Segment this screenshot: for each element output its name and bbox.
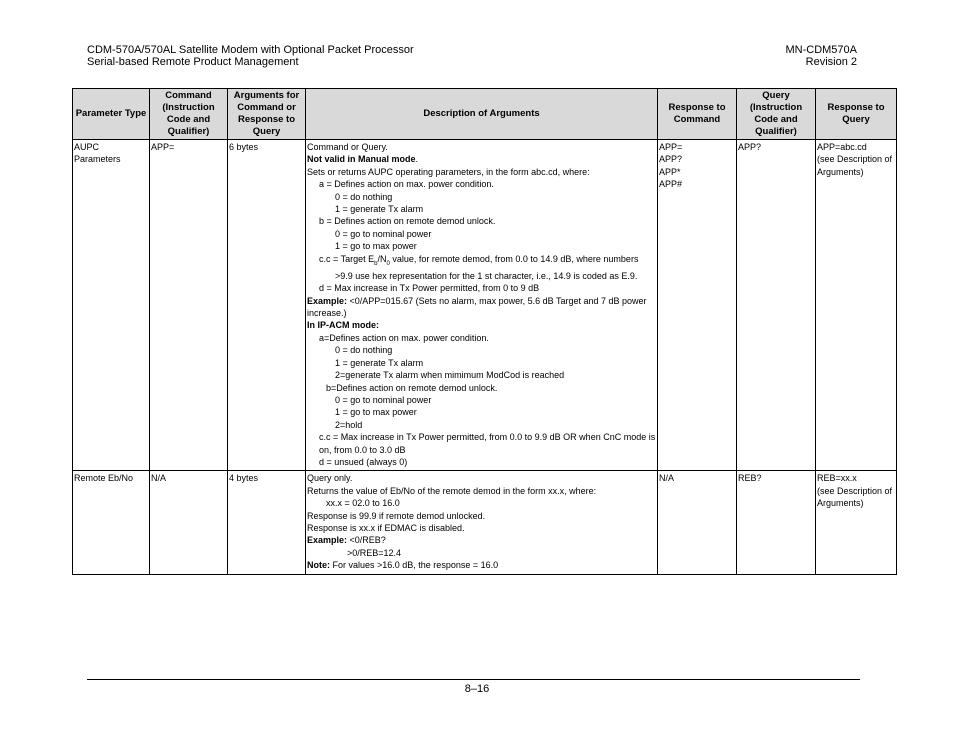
document-header-left [87,44,414,68]
parameter-type-cell: AUPC Parameters [73,140,150,471]
description-line: 1 = generate Tx alarm [335,357,424,368]
document-title: CDM-570A/570AL Satellite Modem with Optional Packet Processor [87,44,414,56]
description-line: 0 = do nothing [335,345,393,356]
description-line: b = Defines action on remote demod unlock. [319,216,496,227]
column-header: Response to Command [658,89,737,140]
command-table [72,88,897,575]
document-subtitle: Serial-based Remote Product Management [87,56,299,68]
response-line: APP# [659,179,683,190]
response-line: APP? [659,154,683,165]
document-number: MN-CDM570A [785,44,857,56]
description-line: Response is xx.x if EDMAC is disabled. [307,522,465,533]
query-cell: REB? [737,471,816,574]
description-line: Sets or returns AUPC operating parameters, in the form abc.cd, where: [307,166,590,177]
description-line: Not valid in Manual mode. [307,154,419,165]
description-line: Note: For values >16.0 dB, the response = 16.0 [307,560,499,571]
query-response-line: APP=abc.cd [817,142,867,152]
description-line: Example: <0/APP=015.67 (Sets no alarm, max power, 5.6 dB Target and 7 dB power increase.) [307,295,647,319]
description-line: In IP-ACM mode: [307,320,379,331]
description-line: 1 = generate Tx alarm [335,204,424,215]
document-revision: Revision 2 [805,56,857,68]
response-cell: N/A [658,471,737,574]
description-line: xx.x = 02.0 to 16.0 [326,498,400,509]
response-cell [658,140,737,471]
document-header-right [785,44,857,68]
table-row [73,140,897,471]
table-header-row [73,89,897,140]
query-response-cell [816,471,897,574]
query-response-line: Arguments) [817,166,864,177]
parameter-type-cell: Remote Eb/No [73,471,150,574]
response-line: APP* [659,166,681,177]
description-line: 1 = go to max power [335,407,417,418]
column-header: Query (Instruction Code and Qualifier) [737,89,816,140]
description-line: c.c = Max increase in Tx Power permitted, from 0.0 to 9.9 dB OR when CnC mode is on, from 0.0 to 3.0 dB [319,432,656,455]
description-line: 1 = go to max power [335,241,417,252]
description-cell [306,140,658,471]
description-line: Response is 99.9 if remote demod unlocked. [307,510,486,521]
description-line: >9.9 use hex representation for the 1 st character, i.e., 14.9 is coded as E.9. [335,270,638,281]
query-response-cell [816,140,897,471]
description-line: >0/REB=12.4 [347,547,402,558]
page-number: 8–16 [464,683,490,695]
description-line: 0 = go to nominal power [335,394,432,405]
description-line: 2=hold [335,419,363,430]
description-line: a=Defines action on max. power condition. [319,332,489,343]
arguments-cell: 6 bytes [228,140,306,471]
description-line: c.c = Target $E_b/N_0$ value, for remote demod, from 0.0 to 14.9 dB, where numbers [319,253,639,267]
description-cell [306,471,658,574]
response-line: APP= [659,142,683,152]
description-line: 0 = go to nominal power [335,228,432,239]
description-line: Query only. [307,473,353,484]
column-header: Parameter Type [73,89,150,140]
column-header: Arguments for Command or Response to Query [228,89,306,140]
description-line: b=Defines action on remote demod unlock. [326,382,498,393]
table-row [73,471,897,574]
description-line: 2=generate Tx alarm when mimimum ModCod is reached [335,370,565,381]
arguments-cell: 4 bytes [228,471,306,574]
description-line: 0 = do nothing [335,191,393,202]
column-header: Description of Arguments [306,89,658,140]
query-response-line: REB=xx.x [817,473,857,484]
query-response-line: Arguments) [817,498,864,509]
column-header: Response to Query [816,89,897,140]
command-cell: APP= [150,140,228,471]
description-line: Example: <0/REB? [307,535,386,546]
command-cell: N/A [150,471,228,574]
query-cell: APP? [737,140,816,471]
description-line: d = unsued (always 0) [319,456,408,467]
description-line: d = Max increase in Tx Power permitted, from 0 to 9 dB [319,283,540,294]
footer-divider [87,679,860,680]
query-response-line: (see Description of [817,485,893,496]
column-header: Command (Instruction Code and Qualifier) [150,89,228,140]
description-line: a = Defines action on max. power condition. [319,179,494,190]
description-line: Command or Query. [307,142,388,152]
description-line: Returns the value of Eb/No of the remote demod in the form xx.x, where: [307,485,597,496]
query-response-line: (see Description of [817,154,893,165]
